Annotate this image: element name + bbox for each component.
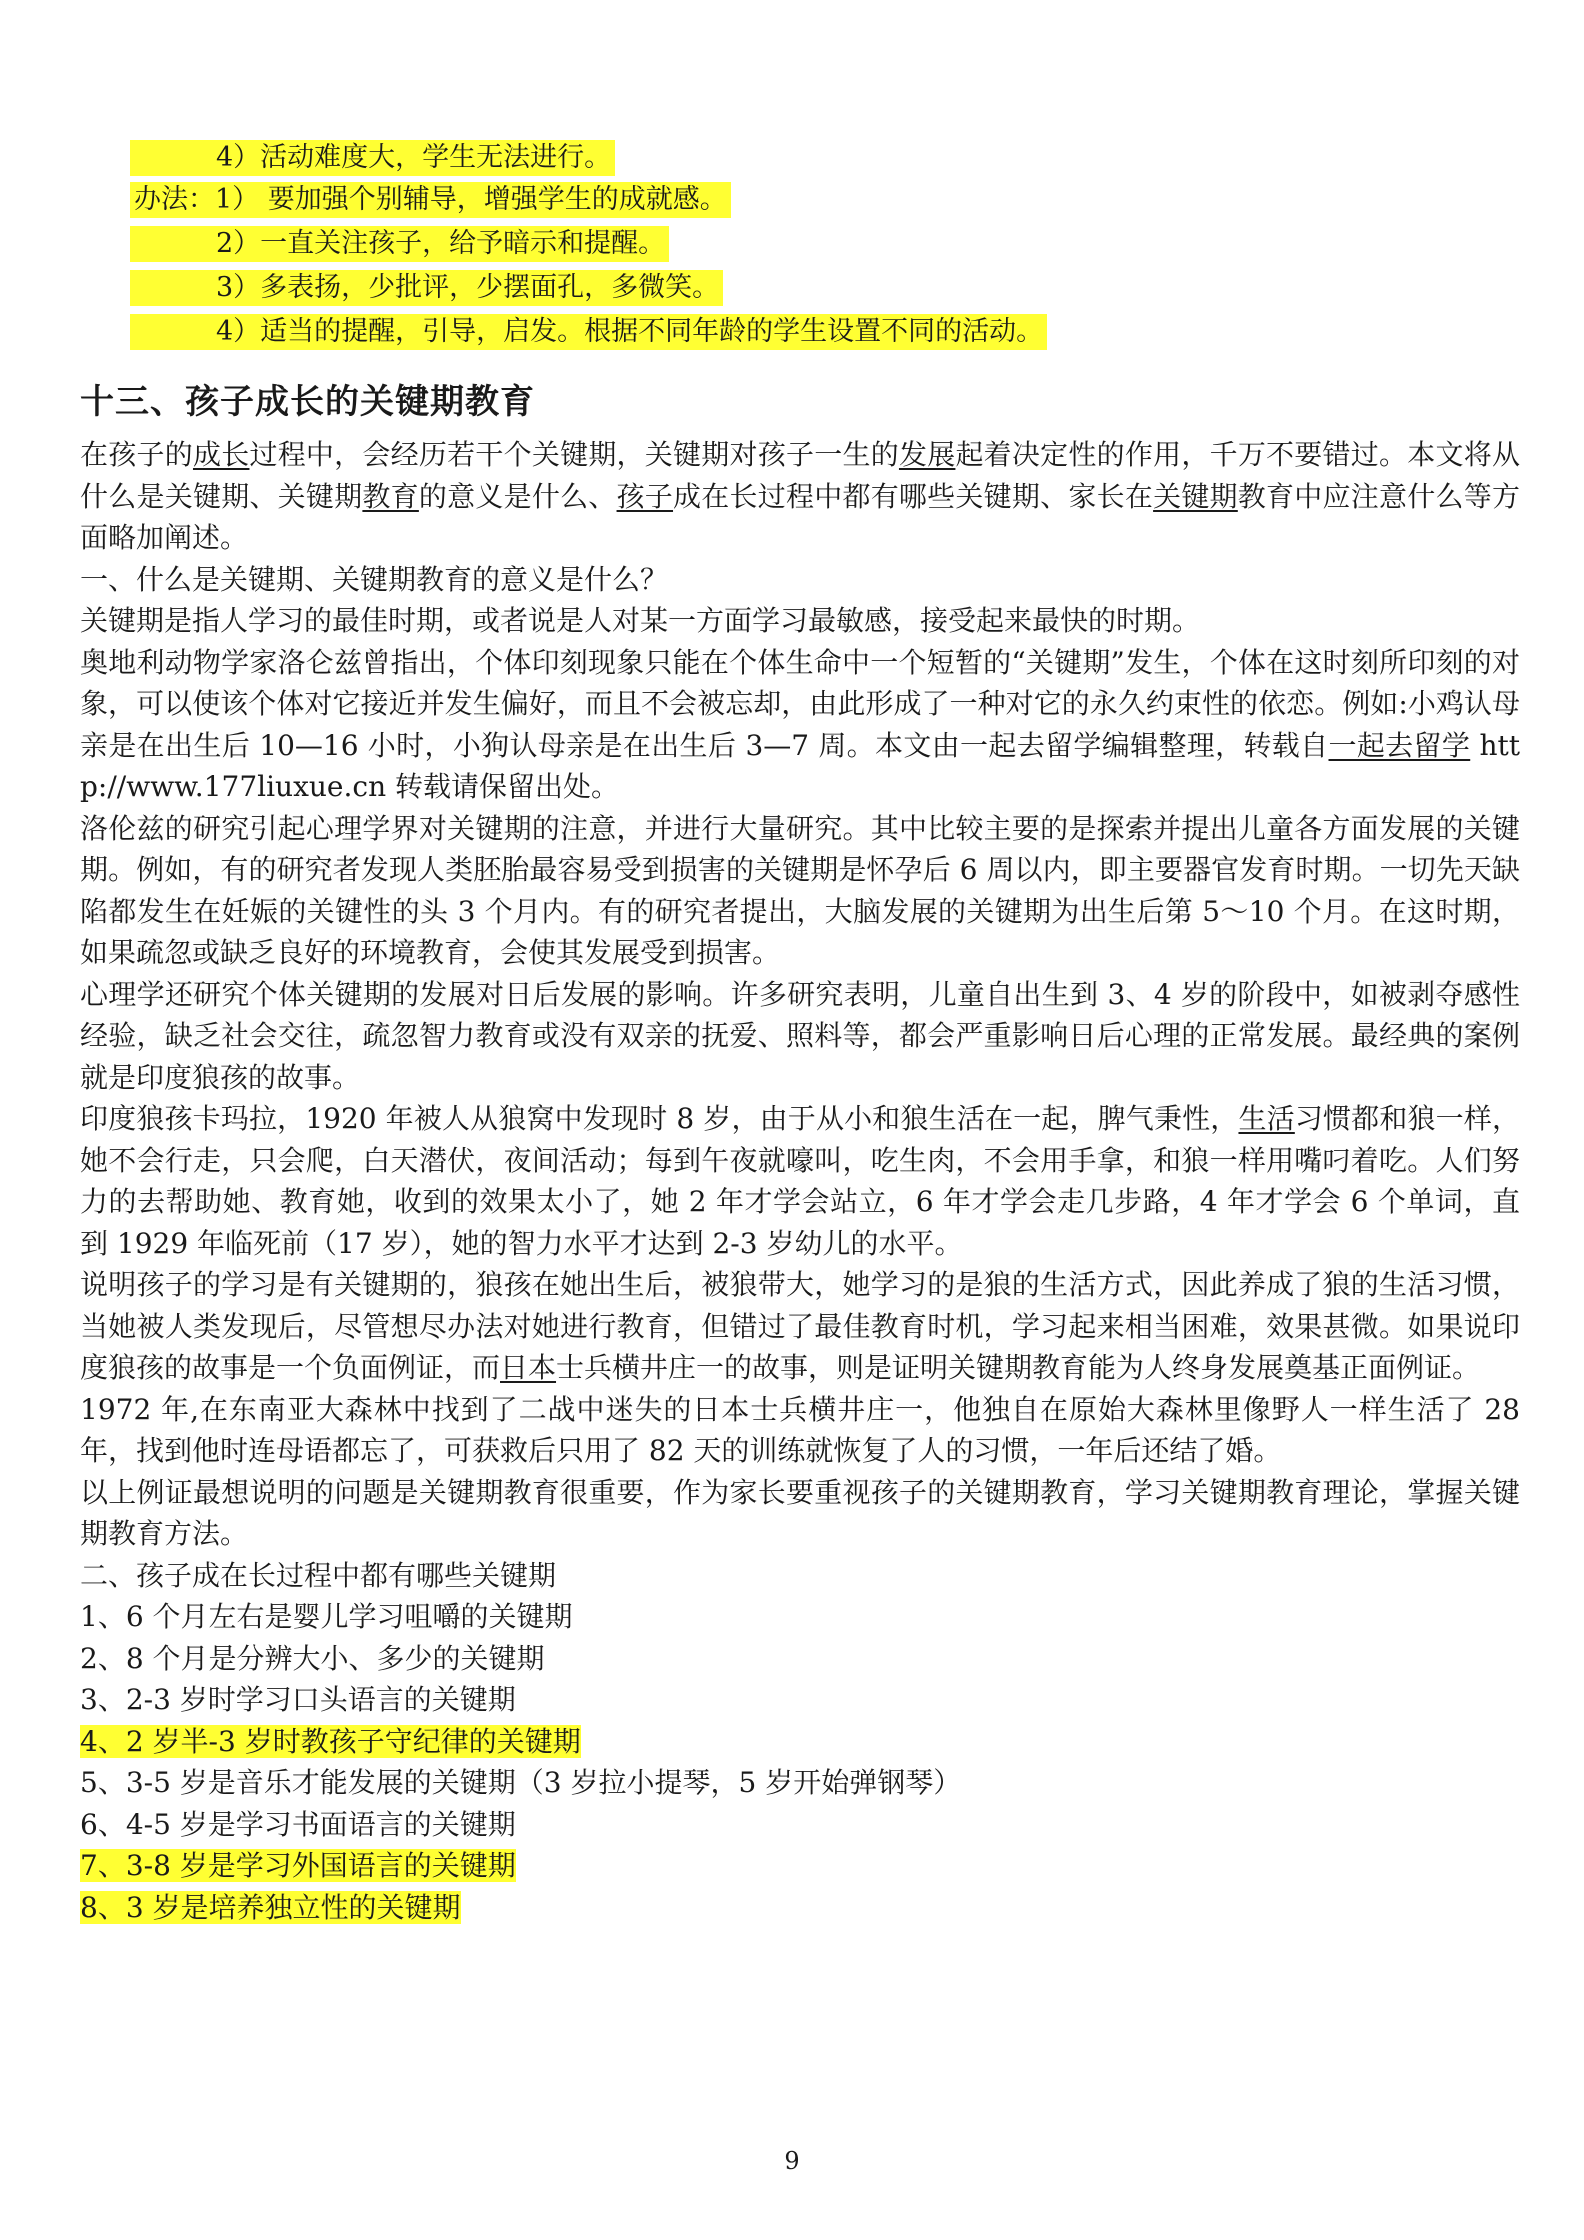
text-run: 教育中应注意什么等方面略加阐述。 (80, 479, 1520, 554)
list-item: 5、3-5 岁是音乐才能发展的关键期（3 岁拉小提琴，5 岁开始弹钢琴） (80, 1766, 962, 1799)
text-run: 习惯都和狼一样，她不会行走，只会爬，白天潜伏，夜间活动；每到午夜就嚎叫，吃生肉，不会用手拿，和狼一样用嘴叼着吃。人们努力的去帮助她、教育她，收到的效果太小了，她 2 年才学会站立，6 年才学会走几步路，4 年才学会 6 个单词，直到 1929 年临死前（17 岁），她的智力水平才达到 2-3 岁幼儿的水平。 (80, 1102, 1520, 1260)
conclusion-paragraph: 以上例证最想说明的问题是关键期教育很重要，作为家长要重视孩子的关键期教育，学习关键期教育理论，掌握关键期教育方法。 (80, 1475, 1520, 1550)
section-title: 十三、孩子成长的关键期教育 (80, 382, 535, 422)
list-item: 3、2-3 岁时学习口头语言的关键期 (80, 1683, 516, 1716)
explanation-paragraph (80, 1264, 1520, 1389)
question-1-heading: 一、什么是关键期、关键期教育的意义是什么？ (80, 562, 669, 596)
link-text[interactable]: 成长 (192, 438, 250, 471)
yokoi-paragraph: 1972 年,在东南亚大森林中找到了二战中迷失的日本士兵横井庄一，他独自在原始大森林里像野人一样生活了 28 年，找到他时连母语都忘了，可获救后只用了 82 天的训练就恢复了人的习惯，一年后还结了婚。 (80, 1392, 1520, 1467)
list-item: 6、4-5 岁是学习书面语言的关键期 (80, 1807, 516, 1841)
document-body (80, 434, 1520, 1928)
link-text[interactable]: 教育 (362, 479, 419, 513)
link-text[interactable]: 孩子 (616, 479, 674, 513)
highlighted-text: 4）适当的提醒，引导，启发。根据不同年龄的学生设置不同的活动。 (216, 316, 1044, 347)
highlighted-line (130, 314, 1047, 350)
link-text[interactable]: 日本 (500, 1351, 557, 1384)
text-run: http://www.177liuxue.cn 转载请保留出处。 (80, 728, 1520, 803)
highlighted-text: 办法：1） 要加强个别辅导，增强学生的成就感。 (134, 184, 727, 215)
text-run: 奥地利动物学家洛仑兹曾指出，个体印刻现象只能在个体生命中一个短暂的“关键期”发生，个体在这时刻所印刻的对象，可以使该个体对它接近并发生偏好，而且不会被忘却，由此形成了一种对它的永久约束性的依恋。例如:小鸡认母亲是在出生后 10—16 小时，小狗认母亲是在出生后 3—7 周。本文由一起去留学编辑整理，转载自 (80, 645, 1520, 762)
text-run: 说明孩子的学习是有关键期的，狼孩在她出生后，被狼带大，她学习的是狼的生活方式，因此养成了狼的生活习惯，当她被人类发现后，尽管想尽办法对她进行教育，但错过了最佳教育时机，学习起来相当困难，效果甚微。如果说印度狼孩的故事是一个负面例证，而 (80, 1268, 1520, 1384)
definition-paragraph: 关键期是指人学习的最佳时期，或者说是人对某一方面学习最敏感，接受起来最快的时期。 (80, 604, 1201, 637)
text-run: 士兵横井庄一的故事，则是证明关键期教育能为人终身发展奠基正面例证。 (556, 1351, 1481, 1384)
text-run: 起着决定性的作用，千万不要错过。本文将从什么是关键期、关键期 (80, 438, 1520, 513)
list-item: 1、6 个月左右是婴儿学习咀嚼的关键期 (80, 1600, 573, 1633)
text-run: 成在长过程中都有哪些关键期、家长在 (673, 479, 1154, 513)
highlighted-text: 4）活动难度大，学生无法进行。 (216, 142, 612, 173)
highlighted-text: 8、3 岁是培养独立性的关键期 (80, 1890, 461, 1924)
highlighted-block (130, 140, 1204, 354)
text-run: 过程中，会经历若干个关键期，关键期对孩子一生的 (249, 438, 899, 471)
question-2-heading: 二、孩子成在长过程中都有哪些关键期 (80, 1558, 557, 1592)
highlighted-line (130, 140, 615, 176)
list-item: 2、8 个月是分辨大小、多少的关键期 (80, 1641, 545, 1675)
page-number: 9 (784, 2147, 800, 2175)
highlighted-line (130, 226, 669, 262)
lorenz-paragraph (80, 642, 1520, 808)
highlighted-text: 7、3-8 岁是学习外国语言的关键期 (80, 1849, 516, 1882)
highlighted-text: 2）一直关注孩子，给予暗示和提醒。 (216, 228, 666, 259)
highlighted-line (130, 270, 723, 306)
link-text[interactable]: 生活 (1238, 1102, 1295, 1135)
highlighted-line (130, 182, 731, 218)
text-run: 印度狼孩卡玛拉，1920 年被人从狼窝中发现时 8 岁，由于从小和狼生活在一起，脾气秉性， (80, 1102, 1239, 1135)
link-text[interactable]: 关键期 (1153, 479, 1238, 513)
psychology-paragraph: 心理学还研究个体关键期的发展对日后发展的影响。许多研究表明，儿童自出生到 3、4 岁的阶段中，如被剥夺感性经验，缺乏社会交往，疏忽智力教育或没有双亲的抚爱、照料等，都会严重影响日后心理的正常发展。最经典的案例就是印度狼孩的故事。 (80, 977, 1520, 1094)
list-item-highlighted (80, 1721, 1520, 1763)
highlighted-text: 4、2 岁半-3 岁时教孩子守纪律的关键期 (80, 1724, 581, 1758)
link-text[interactable]: 发展 (898, 438, 956, 471)
text-run: 在孩子的 (80, 438, 193, 471)
list-item-highlighted (80, 1887, 1520, 1929)
research-paragraph: 洛伦兹的研究引起心理学界对关键期的注意，并进行大量研究。其中比较主要的是探索并提出儿童各方面发展的关键期。例如，有的研究者发现人类胚胎最容易受到损害的关键期是怀孕后 6 周以内，即主要器官发育时期。一切先天缺陷都发生在妊娠的关键性的头 3 个月内。有的研究者提出，大脑发展的关键期为出生后第 5～10 个月。在这时期，如果疏忽或缺乏良好的环境教育，会使其发展受到损害。 (80, 811, 1520, 969)
kamala-paragraph (80, 1098, 1520, 1264)
link-text[interactable]: 一起去留学 (1328, 728, 1471, 762)
highlighted-text: 3）多表扬，少批评，少摆面孔，多微笑。 (216, 272, 720, 303)
intro-paragraph (80, 434, 1520, 559)
text-run: 的意义是什么、 (418, 479, 617, 513)
list-item-highlighted (80, 1845, 1520, 1887)
